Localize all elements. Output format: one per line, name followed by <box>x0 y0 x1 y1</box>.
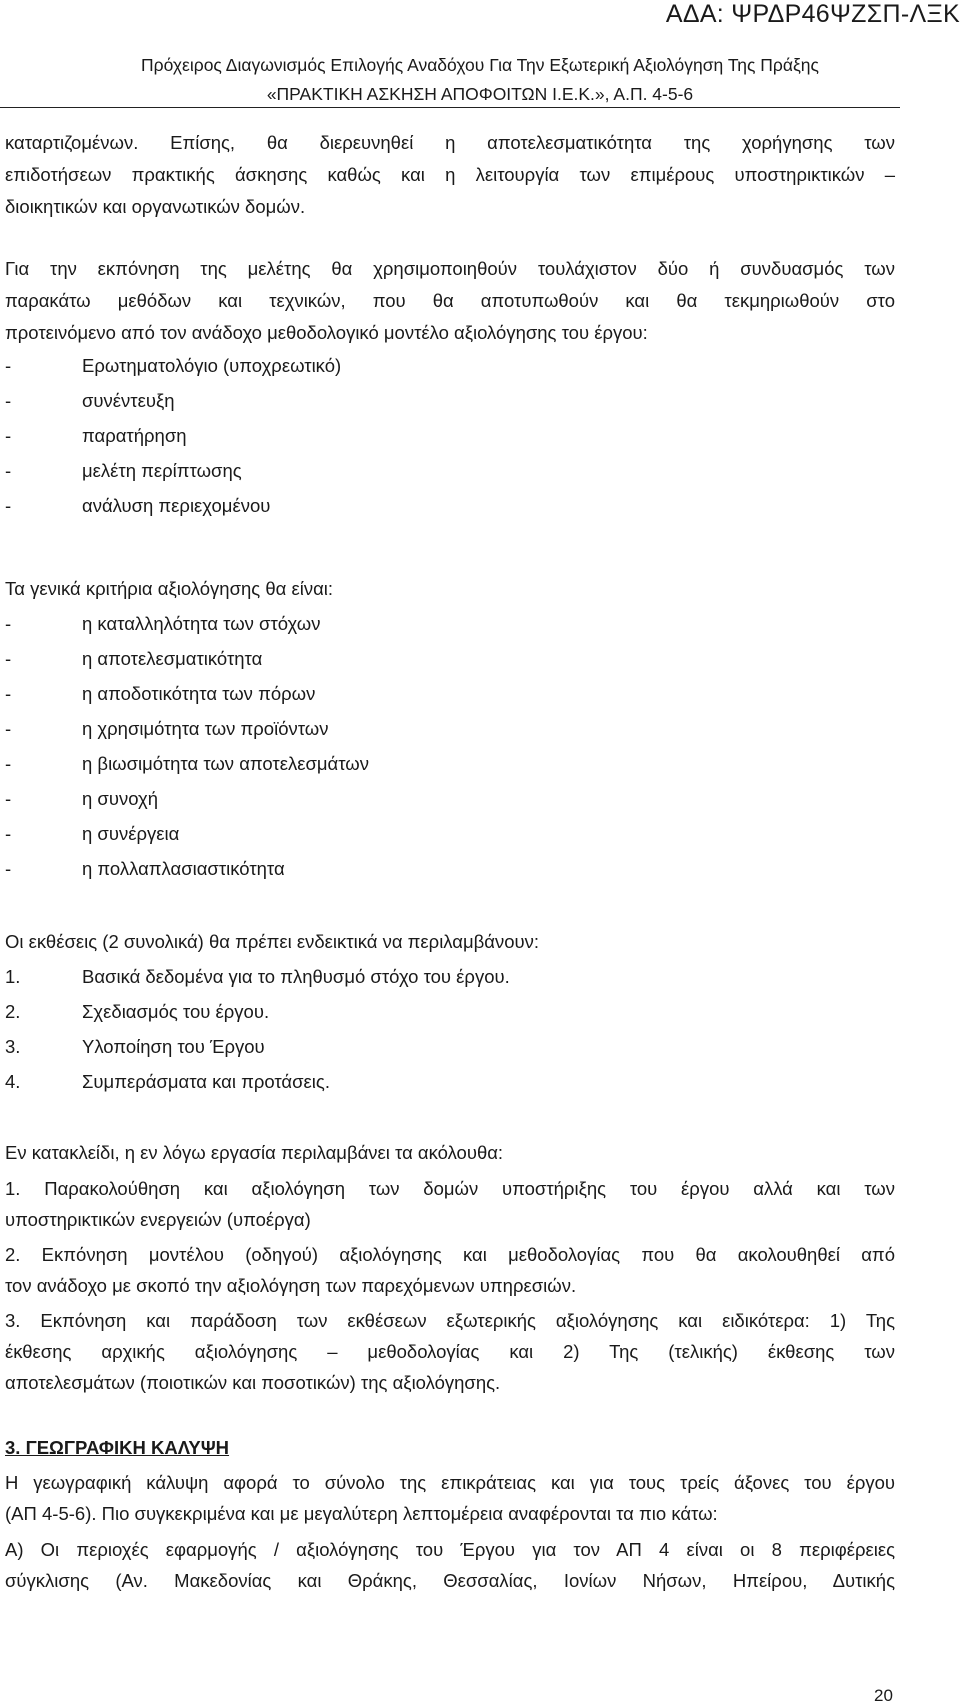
ada-code: ΑΔΑ: ΨΡΔΡ46ΨΖΣΠ-ΛΞΚ <box>665 0 960 28</box>
header-title-line-2: «ΠΡΑΚΤΙΚΗ ΑΣΚΗΣΗ ΑΠΟΦΟΙΤΩΝ Ι.Ε.Κ.», Α.Π. 4-5-6 <box>266 84 694 104</box>
methods-line: προτεινόμενο από τον ανάδοχο μεθοδολογικό μοντέλο αξιολόγησης του έργου: <box>5 322 648 343</box>
intro-line: καταρτιζομένων. Επίσης, θα διερευνηθεί η αποτελεσματικότητα της χορήγησης των <box>5 132 895 153</box>
summary-line: τον ανάδοχο με σκοπό την αξιολόγηση των παρεχόμενων υπηρεσιών. <box>5 1275 577 1296</box>
intro-line: επιδοτήσεων πρακτικής άσκησης καθώς και η λειτουργία των επιμέρους υποστηρικτικών – <box>5 164 895 185</box>
header-rule <box>0 107 900 108</box>
methods-line: Για την εκπόνηση της μελέτης θα χρησιμοποιηθούν τουλάχιστον δύο ή συνδυασμός των <box>5 258 895 279</box>
geo-line: (ΑΠ 4-5-6). Πιο συγκεκριμένα και με μεγαλύτερη λεπτομέρεια αναφέρονται τα πιο κάτω: <box>5 1503 718 1524</box>
geo-line: σύγκλισης (Αν. Μακεδονίας και Θράκης, Θεσσαλίας, Ιονίων Νήσων, Ηπείρου, Δυτικής <box>5 1570 895 1591</box>
intro-line: διοικητικών και οργανωτικών δομών. <box>5 196 306 217</box>
summary-line: υποστηρικτικών ενεργειών (υποέργα) <box>5 1209 311 1230</box>
geo-line: Η γεωγραφική κάλυψη αφορά το σύνολο της επικράτειας και για τους τρείς άξονες του έργου <box>5 1472 895 1493</box>
methods-line: παρακάτω μεθόδων και τεχνικών, που θα αποτυπωθούν και θα τεκμηριωθούν στο <box>5 290 895 311</box>
summary-line: 2. Εκπόνηση μοντέλου (οδηγού) αξιολόγησης και μεθοδολογίας που θα ακολουθηθεί από <box>5 1244 895 1265</box>
summary-line: 3. Εκπόνηση και παράδοση των εκθέσεων εξωτερικής αξιολόγησης και ειδικότερα: 1) Της <box>5 1310 895 1331</box>
reports-intro: Οι εκθέσεις (2 συνολικά) θα πρέπει ενδεικτικά να περιλαμβάνουν: <box>5 931 540 952</box>
geo-line: Α) Οι περιοχές εφαρμογής / αξιολόγησης του Έργου για τον ΑΠ 4 είναι οι 8 περιφέρειες <box>5 1539 895 1560</box>
summary-intro: Εν κατακλείδι, η εν λόγω εργασία περιλαμβάνει τα ακόλουθα: <box>5 1142 504 1163</box>
summary-line: 1. Παρακολούθηση και αξιολόγηση των δομών υποστήριξης του έργου αλλά και των <box>5 1178 895 1199</box>
section-heading: 3. ΓΕΩΓΡΑΦΙΚΗ ΚΑΛΥΨΗ <box>5 1437 230 1458</box>
criteria-intro: Τα γενικά κριτήρια αξιολόγησης θα είναι: <box>5 578 334 599</box>
summary-line: αποτελεσμάτων (ποιοτικών και ποσοτικών) της αξιολόγησης. <box>5 1372 501 1393</box>
page-number: 20 <box>874 1686 893 1705</box>
summary-line: έκθεσης αρχικής αξιολόγησης – μεθοδολογίας και 2) Της (τελικής) έκθεσης των <box>5 1341 895 1362</box>
header-title-line-1: Πρόχειρος Διαγωνισμός Επιλογής Αναδόχου Για Την Εξωτερική Αξιολόγηση Της Πράξης <box>141 55 819 75</box>
